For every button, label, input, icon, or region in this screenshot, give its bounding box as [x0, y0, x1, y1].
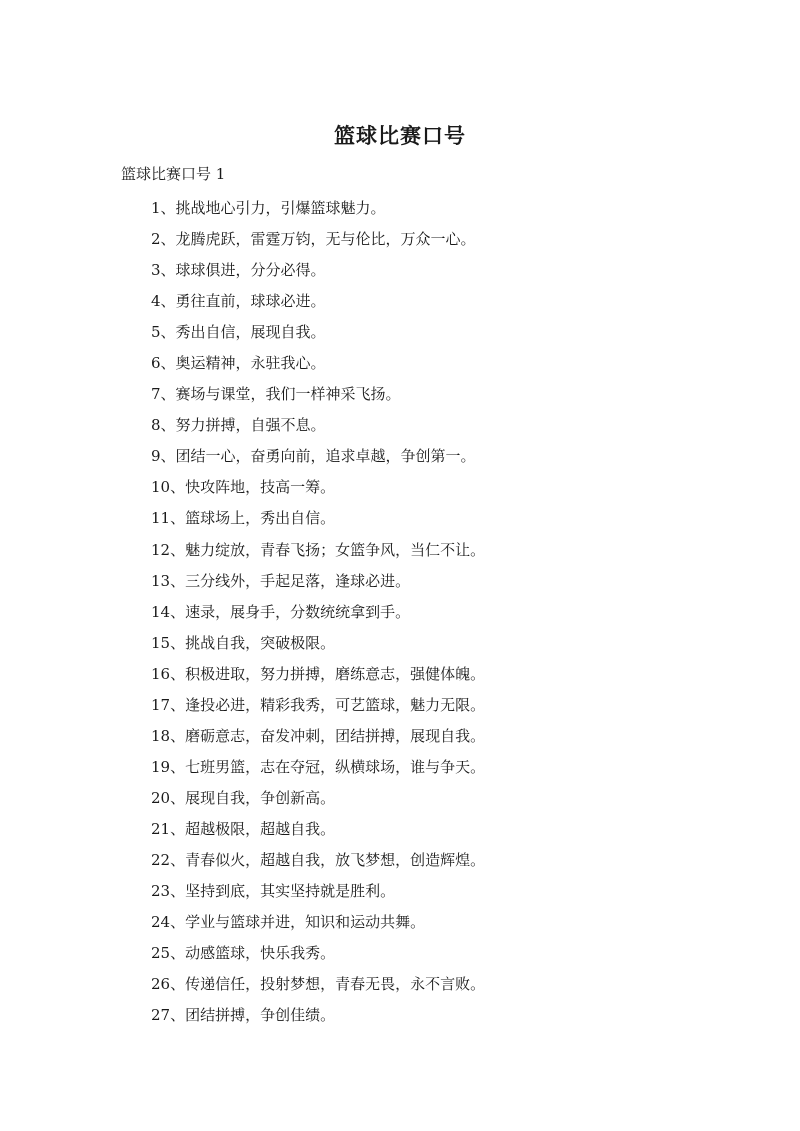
list-item: 18、磨砺意志，奋发冲刺，团结拼搏，展现自我。 — [151, 726, 486, 745]
list-item: 27、团结拼搏，争创佳绩。 — [151, 1006, 336, 1025]
list-item: 26、传递信任，投射梦想，青春无畏，永不言败。 — [151, 975, 486, 994]
list-item: 14、速录，展身手，分数统统拿到手。 — [151, 602, 411, 621]
list-item: 8、努力拼搏，自强不息。 — [151, 416, 326, 435]
slogan-list — [151, 193, 485, 1031]
list-item: 5、秀出自信，展现自我。 — [151, 323, 326, 342]
list-item: 22、青春似火，超越自我，放飞梦想，创造辉煌。 — [151, 850, 486, 869]
list-item: 13、三分线外，手起足落，逢球必进。 — [151, 571, 411, 590]
list-item: 12、魅力绽放，青春飞扬；女篮争风，当仁不让。 — [151, 540, 486, 559]
section-heading: 篮球比赛口号 1 — [121, 165, 226, 183]
list-item: 9、团结一心，奋勇向前，追求卓越，争创第一。 — [151, 447, 476, 466]
list-item: 15、挑战自我，突破极限。 — [151, 633, 336, 652]
list-item: 17、逢投必进，精彩我秀，可艺篮球，魅力无限。 — [151, 695, 486, 714]
list-item: 24、学业与篮球并进，知识和运动共舞。 — [151, 913, 426, 932]
page-title: 篮球比赛口号 — [334, 124, 466, 148]
list-item: 10、快攻阵地，技高一筹。 — [151, 478, 336, 497]
list-item: 21、超越极限，超越自我。 — [151, 819, 336, 838]
list-item: 6、奥运精神，永驻我心。 — [151, 354, 326, 373]
list-item: 25、动感篮球，快乐我秀。 — [151, 944, 336, 963]
list-item: 4、勇往直前，球球必进。 — [151, 292, 326, 311]
list-item: 23、坚持到底，其实坚持就是胜利。 — [151, 882, 396, 901]
list-item: 1、挑战地心引力，引爆篮球魅力。 — [151, 199, 386, 217]
list-item: 20、展现自我，争创新高。 — [151, 788, 336, 807]
list-item: 7、赛场与课堂，我们一样神采飞扬。 — [151, 385, 401, 404]
list-item: 3、球球俱进，分分必得。 — [151, 261, 326, 280]
list-item: 19、七班男篮，志在夺冠，纵横球场，谁与争天。 — [151, 757, 486, 776]
list-item: 16、积极进取，努力拼搏，磨练意志，强健体魄。 — [151, 664, 486, 683]
list-item: 2、龙腾虎跃，雷霆万钧，无与伦比，万众一心。 — [151, 230, 476, 249]
list-item: 11、篮球场上，秀出自信。 — [151, 509, 336, 528]
